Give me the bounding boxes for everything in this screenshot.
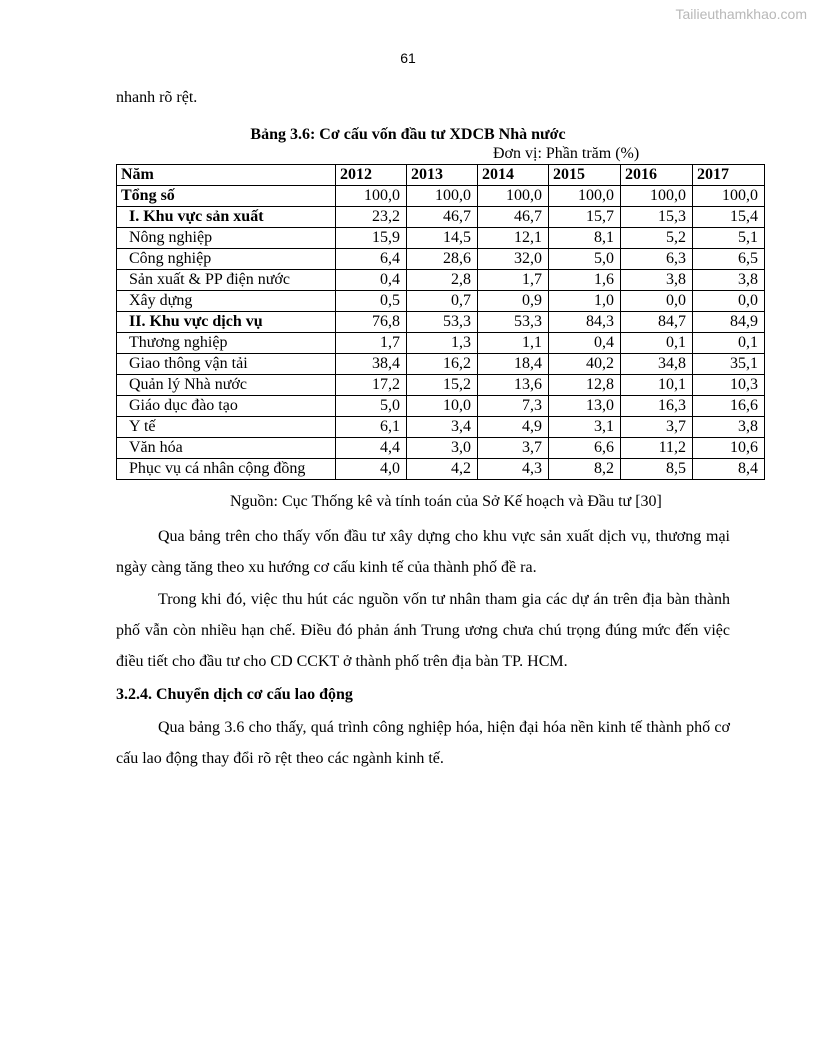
value-cell: 0,4 [336, 270, 407, 291]
value-cell: 1,1 [478, 333, 549, 354]
value-cell: 3,8 [621, 270, 693, 291]
paragraph-3 [116, 712, 730, 774]
value-cell: 53,3 [478, 312, 549, 333]
value-cell: 18,4 [478, 354, 549, 375]
header-cell: 2015 [549, 165, 621, 186]
value-cell: 6,1 [336, 417, 407, 438]
value-cell: 100,0 [478, 186, 549, 207]
value-cell: 5,0 [336, 396, 407, 417]
value-cell: 53,3 [407, 312, 478, 333]
value-cell: 3,1 [549, 417, 621, 438]
value-cell: 0,4 [549, 333, 621, 354]
intro-line: nhanh rõ rệt. [116, 89, 198, 106]
table-row [117, 312, 765, 333]
value-cell: 0,5 [336, 291, 407, 312]
value-cell: 15,7 [549, 207, 621, 228]
table-row [117, 396, 765, 417]
paragraph-text: Qua bảng trên cho thấy vốn đầu tư xây dựng cho khu vực sản xuất dịch vụ, thương mại ngày càng tăng theo xu hướng cơ cấu kinh tế của thành phố đề ra. [116, 528, 730, 576]
value-cell: 10,0 [407, 396, 478, 417]
table-row [117, 375, 765, 396]
table-unit: Đơn vị: Phần trăm (%) [493, 145, 640, 162]
value-cell: 3,4 [407, 417, 478, 438]
value-cell: 84,7 [621, 312, 693, 333]
value-cell: 4,4 [336, 438, 407, 459]
value-cell: 32,0 [478, 249, 549, 270]
header-cell: 2017 [693, 165, 765, 186]
value-cell: 2,8 [407, 270, 478, 291]
header-cell: 2014 [478, 165, 549, 186]
value-cell: 16,3 [621, 396, 693, 417]
value-cell: 46,7 [407, 207, 478, 228]
value-cell: 13,6 [478, 375, 549, 396]
value-cell: 8,5 [621, 459, 693, 480]
value-cell: 38,4 [336, 354, 407, 375]
value-cell: 17,2 [336, 375, 407, 396]
value-cell: 12,1 [478, 228, 549, 249]
table-source: Nguồn: Cục Thống kê và tính toán của Sở Kế hoạch và Đầu tư [30] [230, 493, 662, 510]
table-row [117, 249, 765, 270]
value-cell: 15,9 [336, 228, 407, 249]
value-cell: 6,3 [621, 249, 693, 270]
value-cell: 0,0 [693, 291, 765, 312]
value-cell: 16,6 [693, 396, 765, 417]
table-row [117, 417, 765, 438]
paragraph-2 [116, 584, 730, 677]
value-cell: 5,2 [621, 228, 693, 249]
table-row [117, 207, 765, 228]
value-cell: 100,0 [693, 186, 765, 207]
value-cell: 3,8 [693, 417, 765, 438]
investment-structure-table [116, 164, 765, 480]
header-cell: Năm [117, 165, 336, 186]
value-cell: 100,0 [407, 186, 478, 207]
page-number: 61 [400, 50, 416, 66]
table-header-row [117, 165, 765, 186]
value-cell: 28,6 [407, 249, 478, 270]
row-label: Tổng số [117, 186, 336, 207]
value-cell: 0,9 [478, 291, 549, 312]
watermark: Tailieuthamkhao.com [675, 6, 807, 22]
value-cell: 13,0 [549, 396, 621, 417]
value-cell: 1,6 [549, 270, 621, 291]
value-cell: 4,0 [336, 459, 407, 480]
paragraph-1 [116, 521, 730, 583]
value-cell: 4,3 [478, 459, 549, 480]
value-cell: 7,3 [478, 396, 549, 417]
value-cell: 0,1 [693, 333, 765, 354]
value-cell: 10,6 [693, 438, 765, 459]
value-cell: 34,8 [621, 354, 693, 375]
table-row [117, 354, 765, 375]
row-label: Sản xuất & PP điện nước [117, 270, 336, 291]
value-cell: 0,0 [621, 291, 693, 312]
row-label: Văn hóa [117, 438, 336, 459]
value-cell: 100,0 [336, 186, 407, 207]
value-cell: 3,7 [621, 417, 693, 438]
table-title: Bảng 3.6: Cơ cấu vốn đầu tư XDCB Nhà nước [250, 126, 566, 143]
value-cell: 8,1 [549, 228, 621, 249]
value-cell: 0,1 [621, 333, 693, 354]
row-label: Thương nghiệp [117, 333, 336, 354]
value-cell: 5,1 [693, 228, 765, 249]
value-cell: 35,1 [693, 354, 765, 375]
row-label: Xây dựng [117, 291, 336, 312]
row-label: Phục vụ cá nhân cộng đồng [117, 459, 336, 480]
value-cell: 8,2 [549, 459, 621, 480]
value-cell: 10,3 [693, 375, 765, 396]
value-cell: 0,7 [407, 291, 478, 312]
row-label: Nông nghiệp [117, 228, 336, 249]
header-cell: 2013 [407, 165, 478, 186]
value-cell: 14,5 [407, 228, 478, 249]
value-cell: 5,0 [549, 249, 621, 270]
value-cell: 3,0 [407, 438, 478, 459]
value-cell: 8,4 [693, 459, 765, 480]
paragraph-text: Qua bảng 3.6 cho thấy, quá trình công nghiệp hóa, hiện đại hóa nền kinh tế thành phố cơ cấu lao động thay đổi rõ rệt theo các ngành kinh tế. [116, 719, 730, 767]
value-cell: 1,3 [407, 333, 478, 354]
value-cell: 1,0 [549, 291, 621, 312]
value-cell: 4,2 [407, 459, 478, 480]
row-label: Giao thông vận tải [117, 354, 336, 375]
table-row [117, 459, 765, 480]
row-label: Giáo dục đào tạo [117, 396, 336, 417]
value-cell: 6,5 [693, 249, 765, 270]
table-row [117, 291, 765, 312]
value-cell: 15,4 [693, 207, 765, 228]
value-cell: 1,7 [478, 270, 549, 291]
value-cell: 100,0 [549, 186, 621, 207]
table-row [117, 270, 765, 291]
value-cell: 12,8 [549, 375, 621, 396]
table-row [117, 186, 765, 207]
value-cell: 6,6 [549, 438, 621, 459]
row-label: Y tế [117, 417, 336, 438]
value-cell: 3,8 [693, 270, 765, 291]
value-cell: 46,7 [478, 207, 549, 228]
value-cell: 4,9 [478, 417, 549, 438]
table-row [117, 333, 765, 354]
value-cell: 84,3 [549, 312, 621, 333]
paragraph-text: Trong khi đó, việc thu hút các nguồn vốn tư nhân tham gia các dự án trên địa bàn thành phố vẫn còn nhiều hạn chế. Điều đó phản ánh Trung ương chưa chú trọng đúng mức đến việc điều tiết cho đầu tư cho CD CCKT ở thành phố trên địa bàn TP. HCM. [116, 591, 730, 670]
row-label: I. Khu vực sản xuất [117, 207, 336, 228]
value-cell: 40,2 [549, 354, 621, 375]
value-cell: 15,2 [407, 375, 478, 396]
value-cell: 84,9 [693, 312, 765, 333]
section-heading: 3.2.4. Chuyển dịch cơ cấu lao động [116, 686, 353, 703]
value-cell: 1,7 [336, 333, 407, 354]
table-row [117, 228, 765, 249]
header-cell: 2016 [621, 165, 693, 186]
value-cell: 76,8 [336, 312, 407, 333]
header-cell: 2012 [336, 165, 407, 186]
value-cell: 11,2 [621, 438, 693, 459]
value-cell: 15,3 [621, 207, 693, 228]
value-cell: 3,7 [478, 438, 549, 459]
row-label: Công nghiệp [117, 249, 336, 270]
value-cell: 23,2 [336, 207, 407, 228]
row-label: Quản lý Nhà nước [117, 375, 336, 396]
value-cell: 100,0 [621, 186, 693, 207]
value-cell: 10,1 [621, 375, 693, 396]
table-row [117, 438, 765, 459]
value-cell: 16,2 [407, 354, 478, 375]
value-cell: 6,4 [336, 249, 407, 270]
row-label: II. Khu vực dịch vụ [117, 312, 336, 333]
